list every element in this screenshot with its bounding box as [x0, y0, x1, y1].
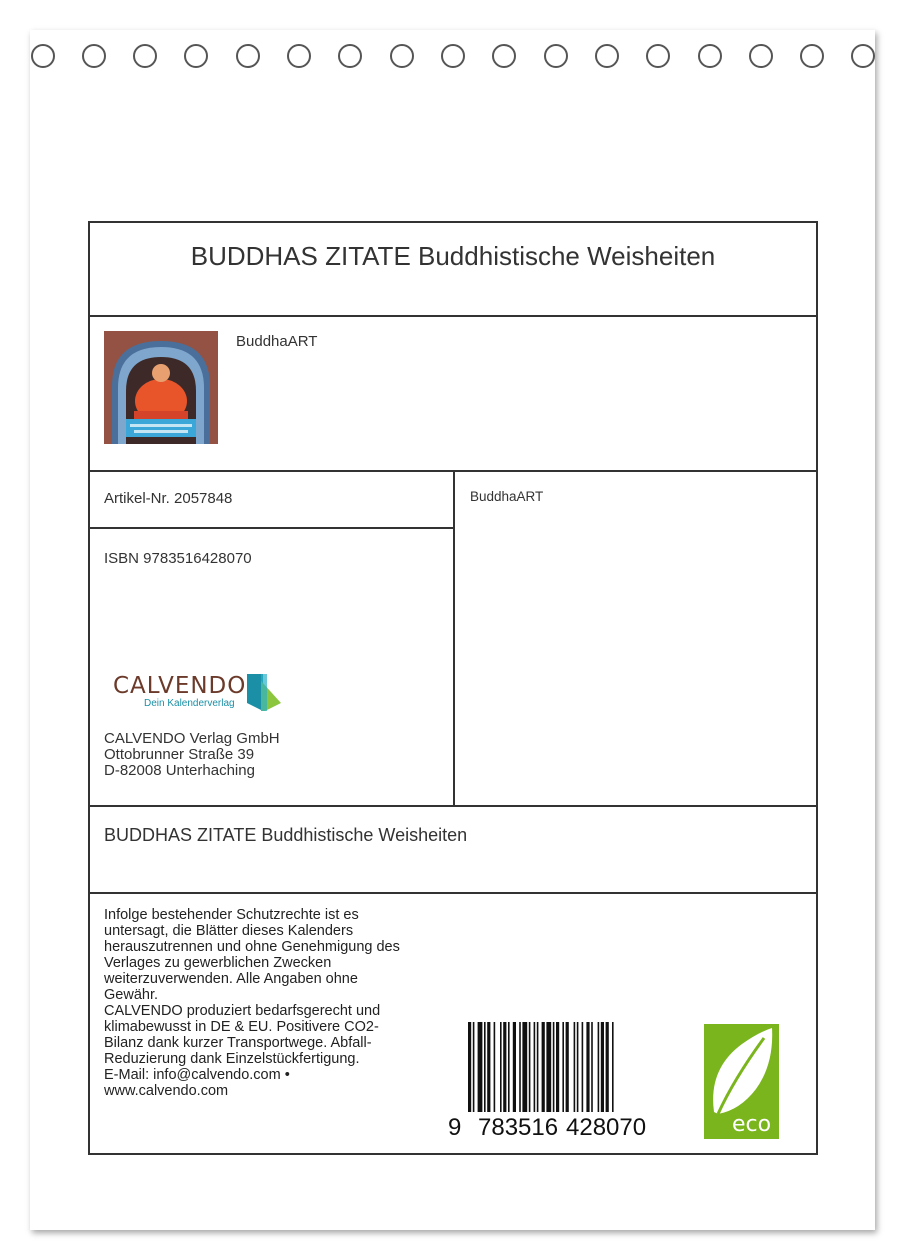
legal-line: herauszutrennen und ohne Genehmigung des — [104, 939, 400, 955]
publisher-box — [88, 527, 455, 807]
barcode-bar — [601, 1022, 604, 1112]
publisher-address-line1: CALVENDO Verlag GmbH — [104, 730, 280, 747]
buddha-photo — [104, 331, 218, 444]
calvendo-mark-icon — [245, 673, 283, 713]
article-box — [88, 470, 455, 529]
barcode-bar — [546, 1022, 551, 1112]
legal-line: Infolge bestehender Schutzrechte ist es — [104, 907, 359, 923]
legal-line: Reduzierung dank Einzelstückfertigung. — [104, 1051, 360, 1067]
ring-hole — [31, 44, 55, 68]
ring-hole — [441, 44, 465, 68]
barcode-bar — [591, 1022, 593, 1112]
right-info-box — [453, 470, 818, 807]
ring-hole — [595, 44, 619, 68]
isbn-barcode — [448, 1022, 668, 1140]
barcode-bar — [566, 1022, 569, 1112]
ring-hole — [390, 44, 414, 68]
barcode-bar — [586, 1022, 589, 1112]
ring-hole — [800, 44, 824, 68]
ring-hole — [82, 44, 106, 68]
barcode-bar — [582, 1022, 584, 1112]
ring-hole — [544, 44, 568, 68]
barcode-bar — [598, 1022, 600, 1112]
barcode-bar — [574, 1022, 576, 1112]
barcode-bar — [606, 1022, 609, 1112]
barcode-digit-first: 9 — [448, 1114, 462, 1141]
barcode-bar — [468, 1022, 471, 1112]
barcode-bar — [534, 1022, 536, 1112]
barcode-bar — [542, 1022, 545, 1112]
author-name: BuddhaART — [236, 333, 318, 350]
legal-text — [104, 907, 444, 1099]
calvendo-logo — [113, 673, 288, 715]
publisher-address-line3: D-82008 Unterhaching — [104, 762, 255, 779]
barcode-bar — [478, 1022, 483, 1112]
barcode-group1: 783516 — [478, 1114, 559, 1141]
binding-rings — [0, 44, 905, 74]
barcode-bar — [537, 1022, 539, 1112]
right-author-name: BuddhaART — [470, 489, 544, 504]
ring-hole — [287, 44, 311, 68]
barcode-bar — [562, 1022, 564, 1112]
ring-hole — [646, 44, 670, 68]
barcode-bar — [494, 1022, 496, 1112]
eco-badge — [704, 1024, 779, 1139]
barcode-bar — [513, 1022, 516, 1112]
barcode-bar — [519, 1022, 521, 1112]
barcode-bar — [487, 1022, 490, 1112]
ring-hole — [698, 44, 722, 68]
legal-line: Verlages zu gewerblichen Zwecken — [104, 955, 332, 971]
barcode-bar — [553, 1022, 555, 1112]
barcode-bar — [473, 1022, 475, 1112]
barcode-bar — [503, 1022, 506, 1112]
barcode-bar — [529, 1022, 531, 1112]
barcode-group2: 428070 — [566, 1114, 647, 1141]
subtitle-text: BUDDHAS ZITATE Buddhistische Weisheiten — [104, 825, 468, 845]
legal-line: klimabewusst in DE & EU. Positivere CO2- — [104, 1019, 379, 1035]
ring-hole — [133, 44, 157, 68]
logo-wordmark: CALVENDO — [113, 673, 247, 699]
logo-tagline: Dein Kalenderverlag — [144, 698, 235, 709]
subtitle-box — [88, 805, 818, 894]
barcode-bar — [612, 1022, 614, 1112]
legal-line: CALVENDO produziert bedarfsgerecht und — [104, 1003, 381, 1019]
legal-line: E-Mail: info@calvendo.com • — [104, 1067, 290, 1083]
barcode-bar — [500, 1022, 502, 1112]
legal-line: Gewähr. — [104, 987, 158, 1003]
publisher-address-line2: Ottobrunner Straße 39 — [104, 746, 255, 763]
eco-label: eco — [732, 1112, 772, 1137]
ring-hole — [749, 44, 773, 68]
legal-line: untersagt, die Blätter dieses Kalenders — [104, 923, 354, 939]
ring-hole — [851, 44, 875, 68]
barcode-bar — [556, 1022, 559, 1112]
barcode-bars — [468, 1022, 688, 1117]
article-number: Artikel-Nr. 2057848 — [104, 490, 233, 507]
isbn-number: ISBN 9783516428070 — [104, 550, 252, 567]
ring-hole — [338, 44, 362, 68]
legal-line: Bilanz dank kurzer Transportwege. Abfall- — [104, 1035, 372, 1051]
legal-line: www.calvendo.com — [104, 1083, 229, 1099]
ring-hole — [492, 44, 516, 68]
title-box — [88, 221, 818, 317]
ring-hole — [236, 44, 260, 68]
legal-line: weiterzuverwenden. Alle Angaben ohne — [104, 971, 358, 987]
barcode-bar — [508, 1022, 510, 1112]
page-title: BUDDHAS ZITATE Buddhistische Weisheiten — [190, 241, 716, 271]
barcode-bar — [484, 1022, 486, 1112]
ring-hole — [184, 44, 208, 68]
barcode-bar — [522, 1022, 527, 1112]
barcode-bar — [577, 1022, 579, 1112]
